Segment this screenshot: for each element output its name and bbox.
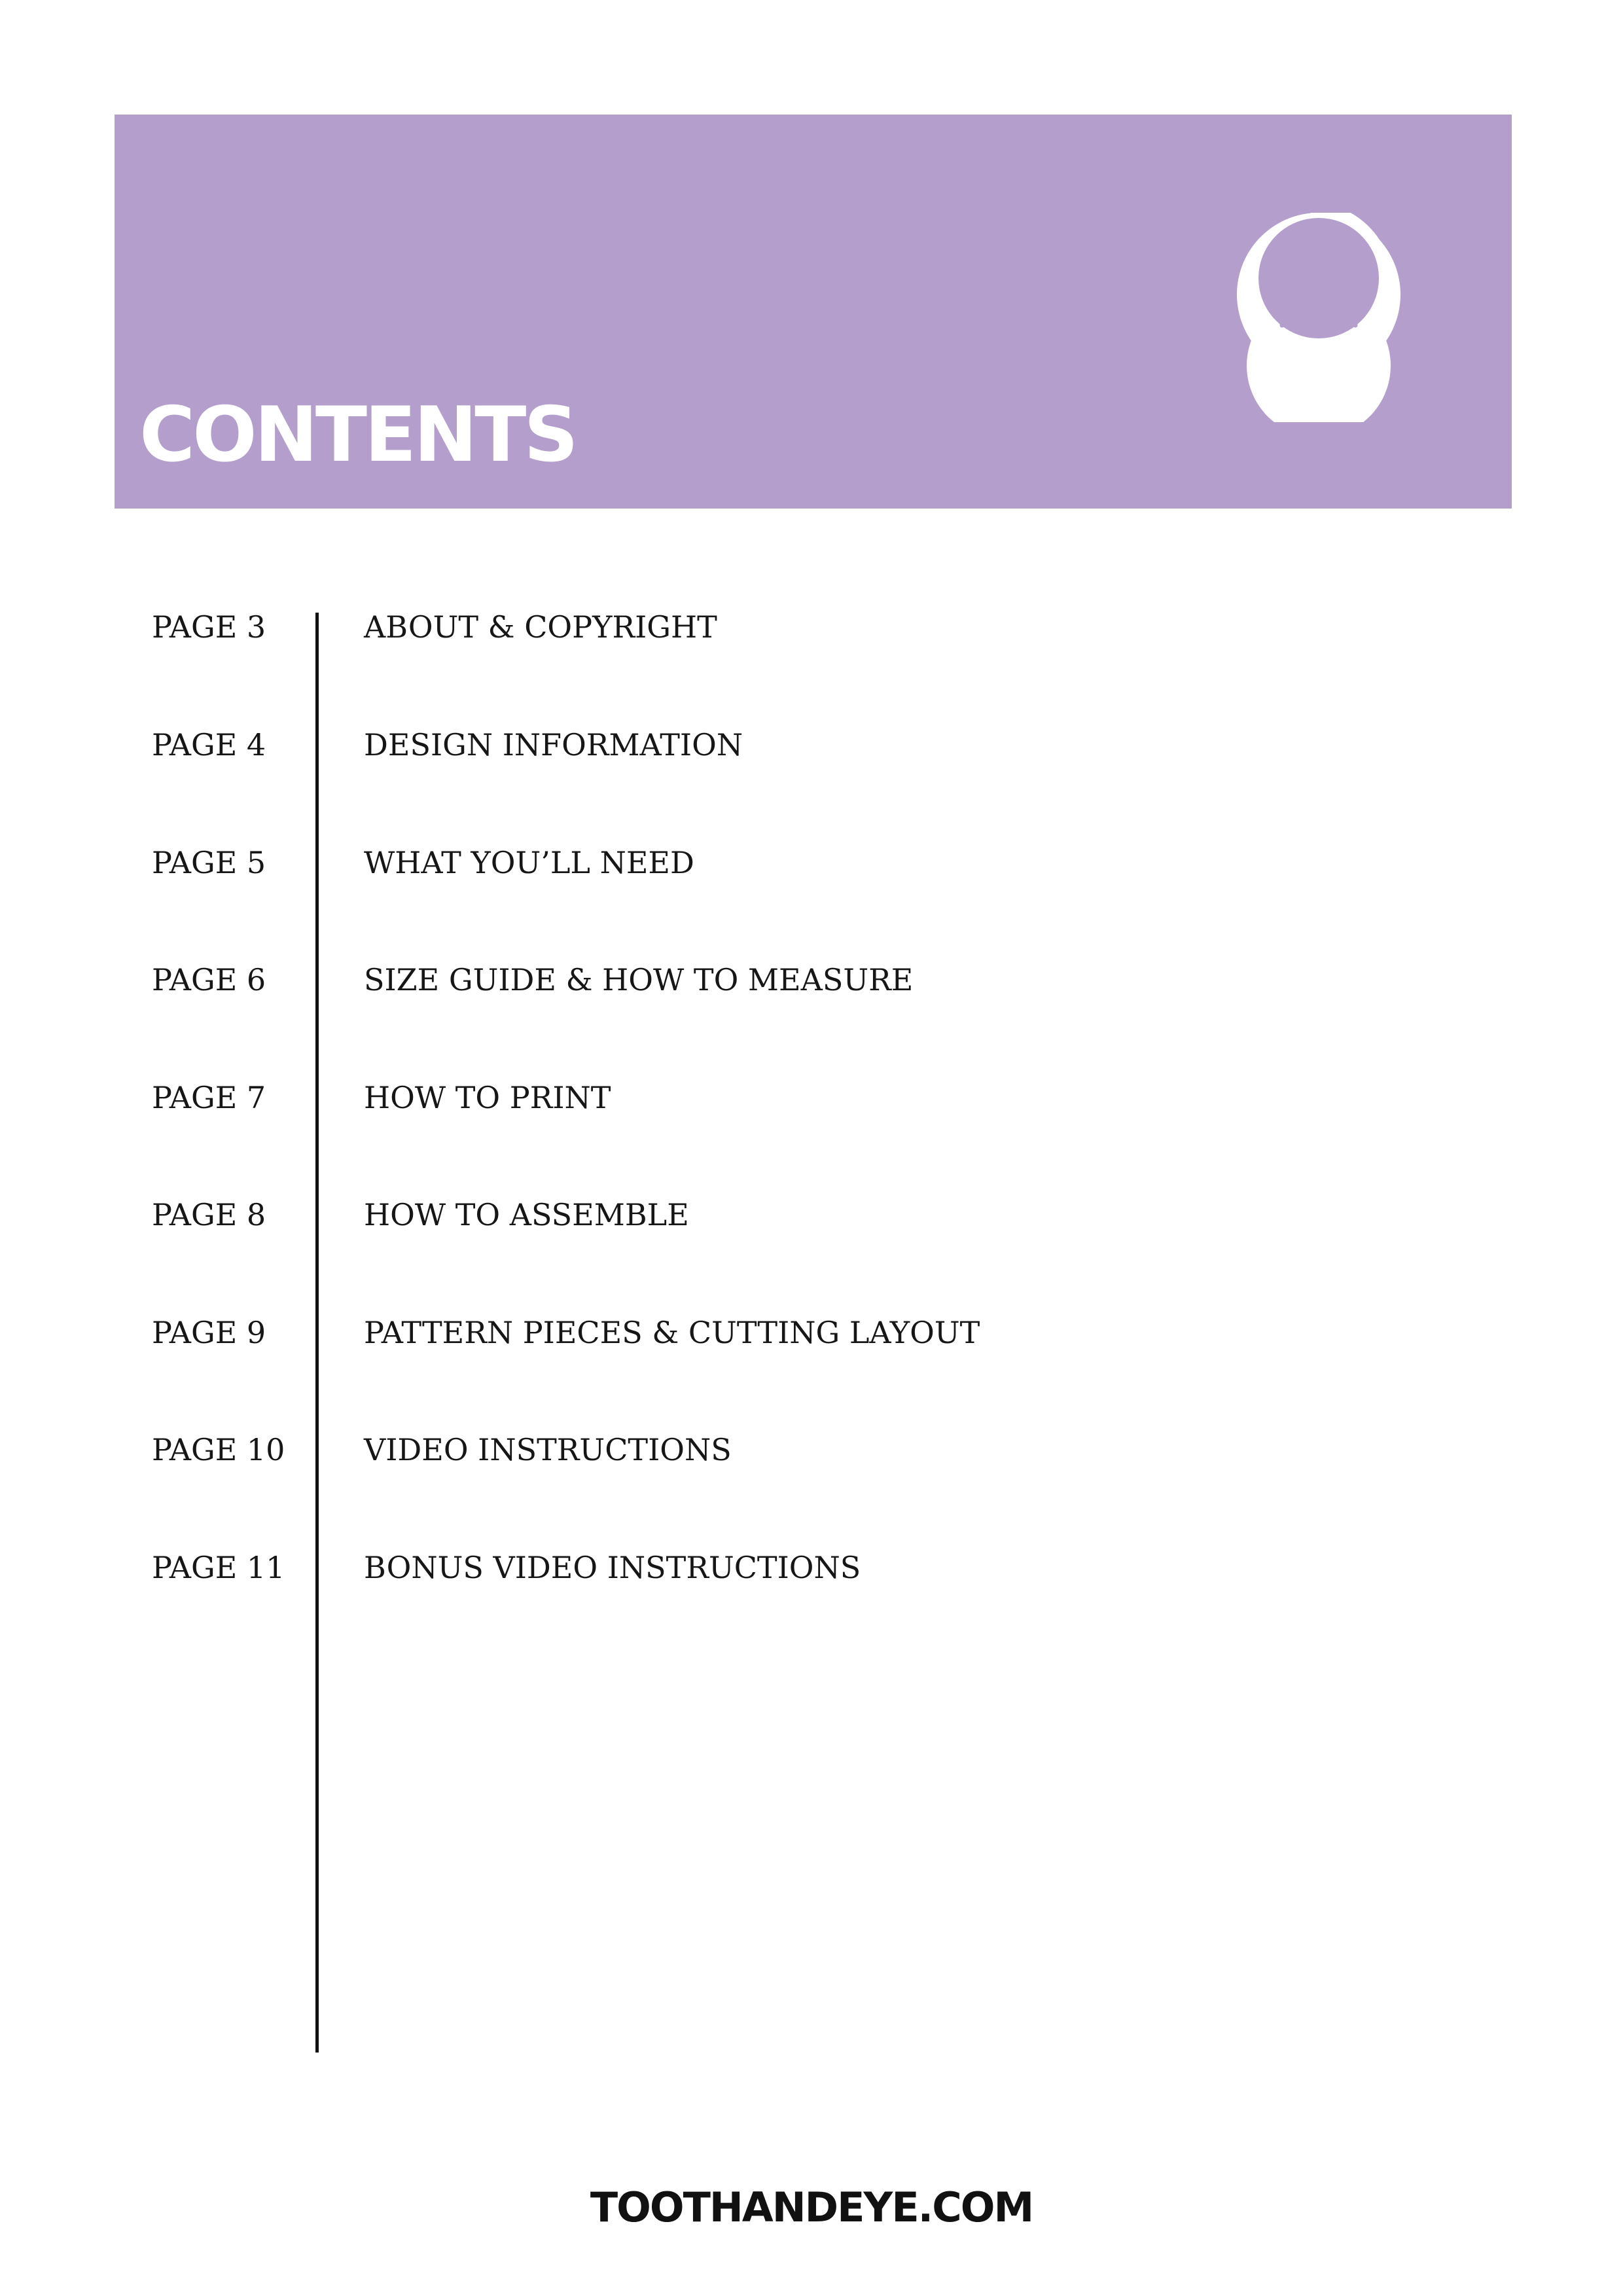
toc-row[interactable] (0, 725, 1623, 791)
crescent-moon-eye-tears-icon (1227, 213, 1410, 422)
toc-page-number: PAGE 8 (152, 1197, 266, 1232)
toc-section-title: PATTERN PIECES & CUTTING LAYOUT (364, 1315, 980, 1350)
toc-section-title: ABOUT & COPYRIGHT (364, 609, 717, 645)
toc-section-title: VIDEO INSTRUCTIONS (364, 1432, 732, 1467)
toc-page-number: PAGE 6 (152, 962, 266, 997)
page-title: CONTENTS (139, 391, 576, 479)
footer-website-link[interactable]: TOOTHANDEYE.COM (590, 2183, 1033, 2231)
header-banner (115, 115, 1512, 509)
toc-row[interactable] (0, 1430, 1623, 1496)
toc-section-title: BONUS VIDEO INSTRUCTIONS (364, 1550, 861, 1585)
toc-page-number: PAGE 9 (152, 1315, 266, 1350)
toc-section-title: DESIGN INFORMATION (364, 727, 743, 762)
toc-row[interactable] (0, 843, 1623, 908)
toc-row[interactable] (0, 607, 1623, 673)
toc-row[interactable] (0, 960, 1623, 1026)
toc-page-number: PAGE 7 (152, 1080, 266, 1115)
toc-page-number: PAGE 4 (152, 727, 266, 762)
toc-row[interactable] (0, 1548, 1623, 1613)
toc-page-number: PAGE 11 (152, 1550, 285, 1585)
toc-section-title: HOW TO ASSEMBLE (364, 1197, 689, 1232)
toc-section-title: SIZE GUIDE & HOW TO MEASURE (364, 962, 914, 997)
toc-row[interactable] (0, 1195, 1623, 1261)
toc-page-number: PAGE 3 (152, 609, 266, 645)
toc-section-title: HOW TO PRINT (364, 1080, 611, 1115)
toc-page-number: PAGE 5 (152, 845, 266, 880)
toc-section-title: WHAT YOU’LL NEED (364, 845, 694, 880)
toc-page-number: PAGE 10 (152, 1432, 285, 1467)
toc-row[interactable] (0, 1313, 1623, 1378)
toc-row[interactable] (0, 1078, 1623, 1143)
